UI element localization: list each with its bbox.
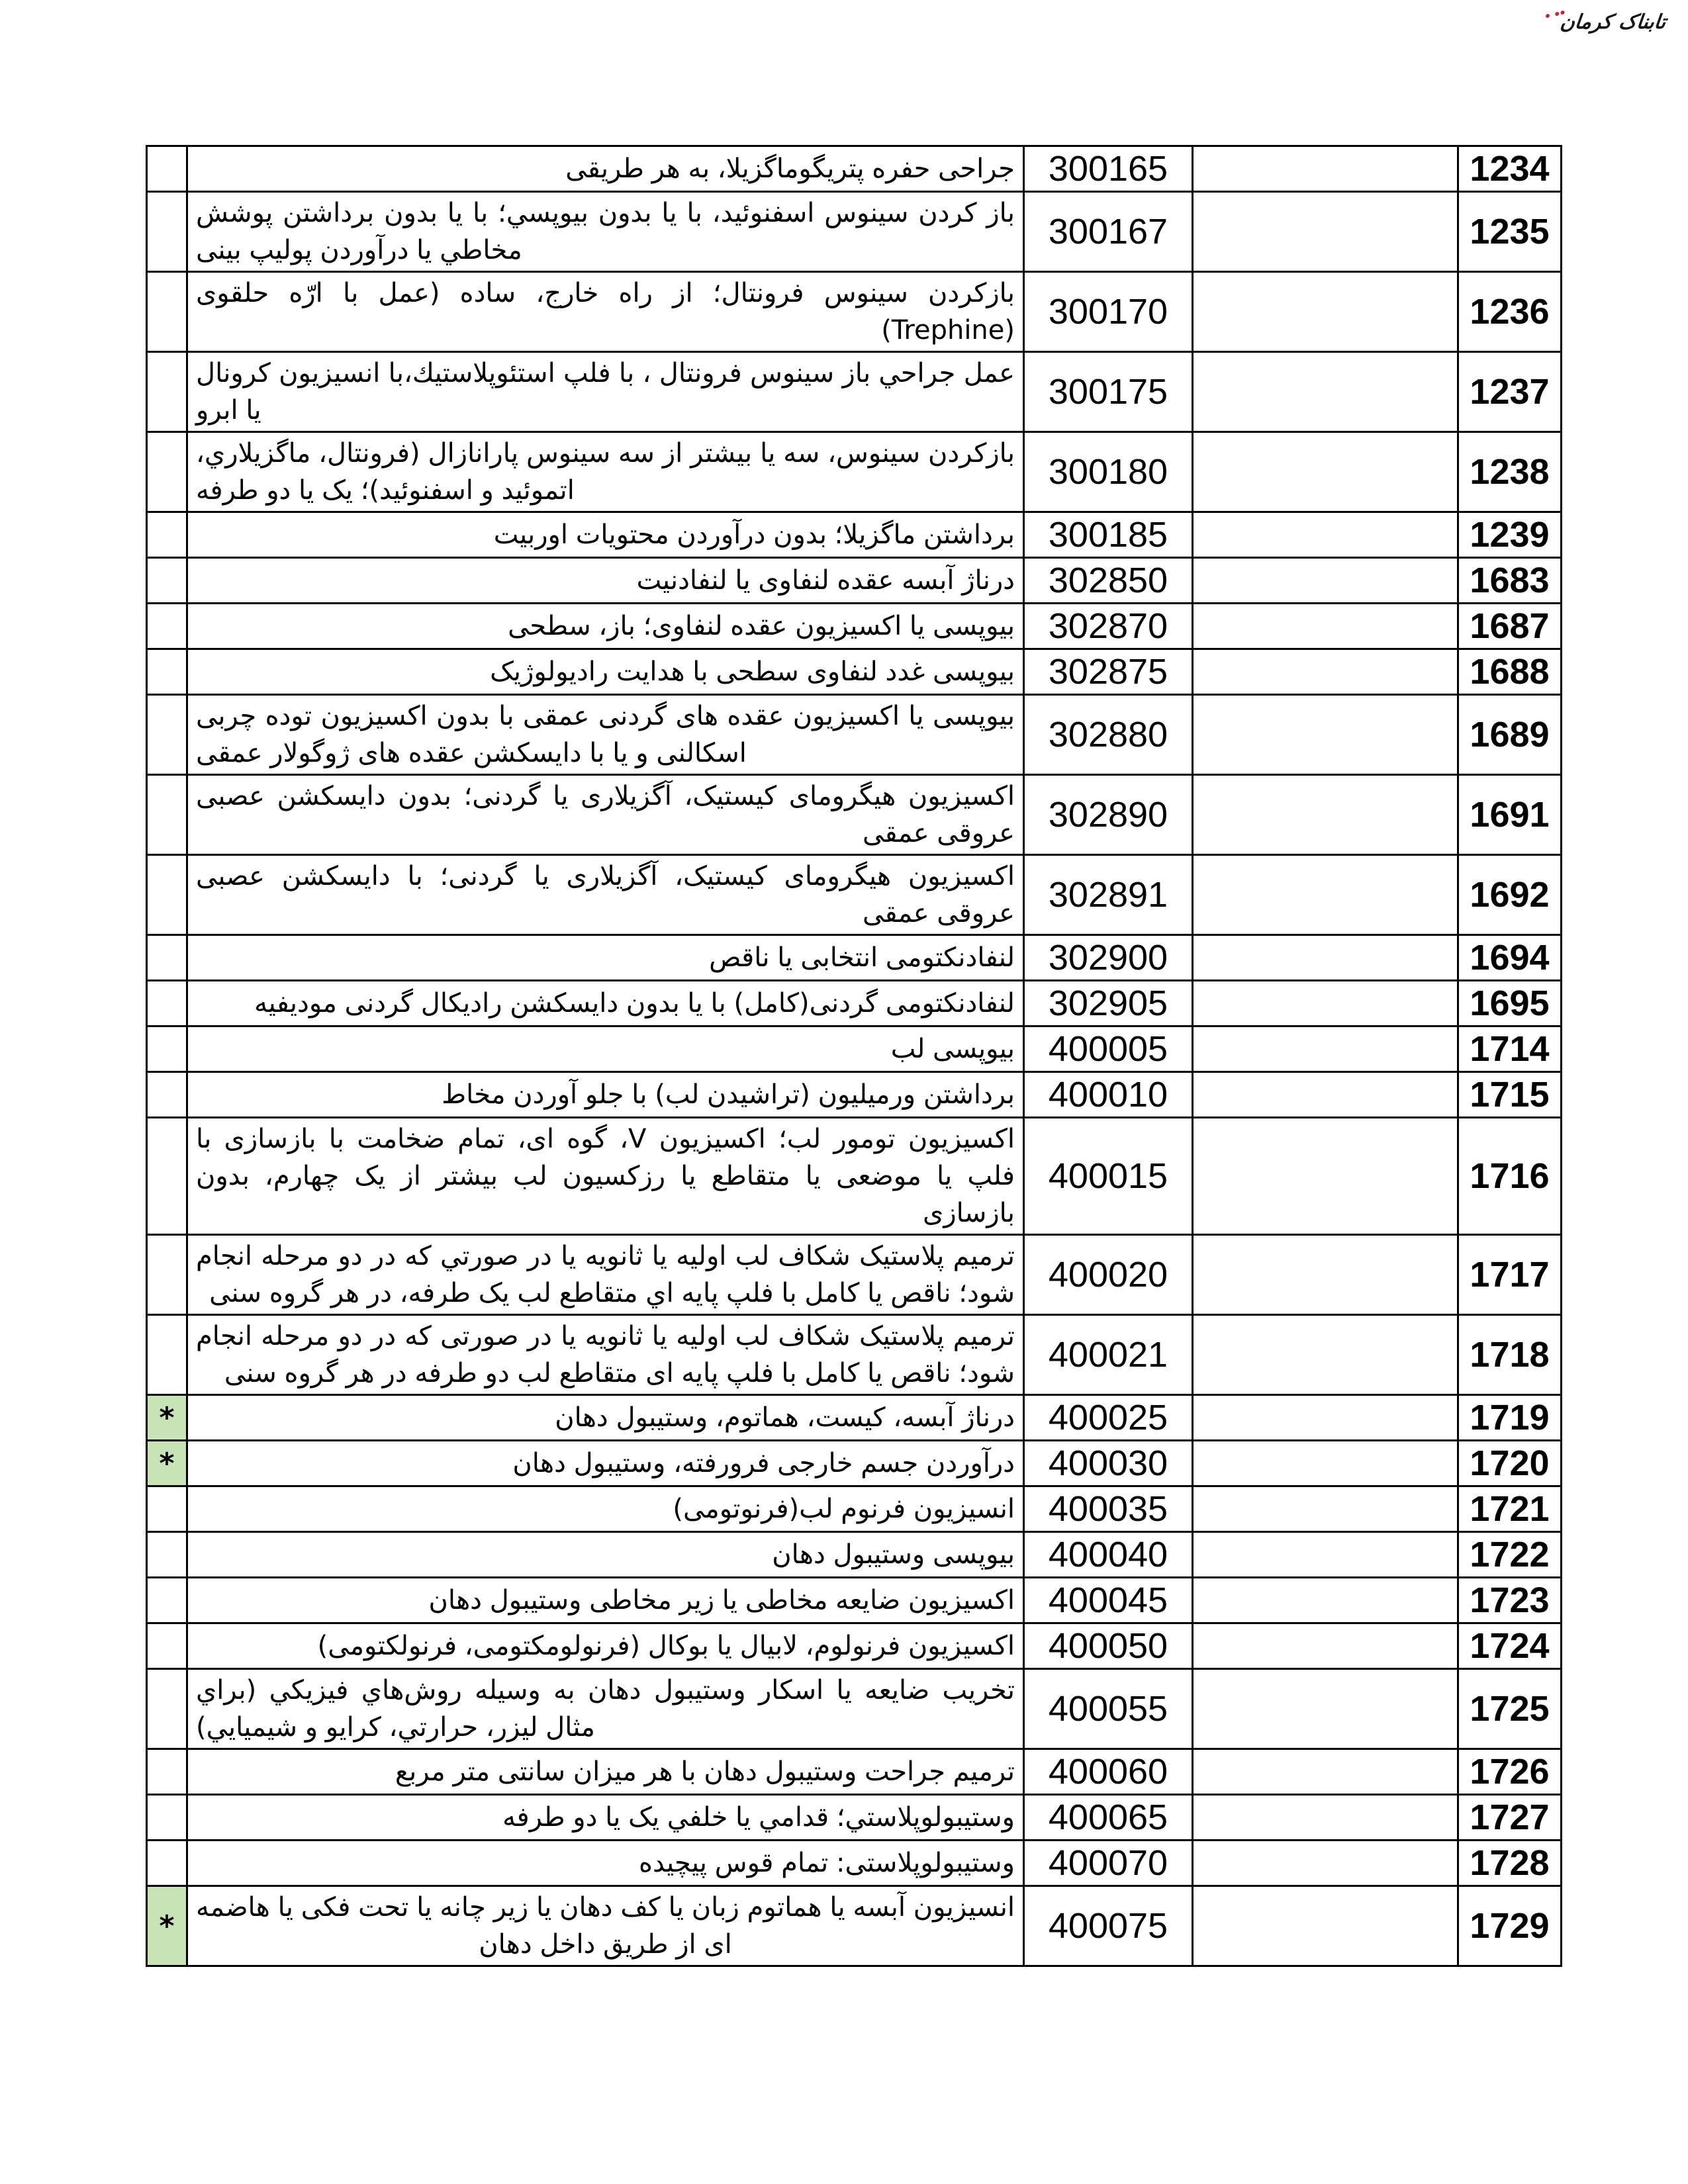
table-row <box>147 935 1562 981</box>
table-row <box>147 558 1562 604</box>
code-cell: 400020 <box>1024 1235 1193 1315</box>
code-cell: 400065 <box>1024 1795 1193 1841</box>
code-cell: 400045 <box>1024 1578 1193 1623</box>
code-cell: 300180 <box>1024 432 1193 512</box>
star-cell-empty <box>147 1841 187 1886</box>
row-number-cell: 1234 <box>1458 146 1562 192</box>
code-cell: 302905 <box>1024 981 1193 1026</box>
blank-cell <box>1193 272 1458 352</box>
code-cell: 400025 <box>1024 1395 1193 1441</box>
description-cell: ترمیم پلاستیک شکاف لب اولیه یا ثانویه یا در صورتي که در دو مرحله انجام شود؛ ناقص یا کامل با فلپ پایه اي متقاطع لب یک طرفه، در هر گروه سنی <box>187 1235 1024 1315</box>
table-row <box>147 1532 1562 1578</box>
row-number-cell: 1235 <box>1458 192 1562 272</box>
row-number-cell: 1687 <box>1458 604 1562 649</box>
code-cell: 300185 <box>1024 512 1193 558</box>
logo-tabnak-kerman <box>1551 11 1667 34</box>
row-number-cell: 1723 <box>1458 1578 1562 1623</box>
star-cell: * <box>147 1441 187 1486</box>
description-cell: بازکردن سینوس فرونتال؛ از راه خارج، ساده (عمل با ارّه حلقوی (Trephine) <box>187 272 1024 352</box>
code-cell: 300165 <box>1024 146 1193 192</box>
description-cell: اکسیزیون هیگرومای کیستیک، آگزیلاری یا گردنی؛ با دایسکشن عصبی عروقی عمقی <box>187 855 1024 935</box>
table-row <box>147 1669 1562 1749</box>
description-cell: بیوپسی یا اکسیزیون عقده لنفاوی؛ باز، سطحی <box>187 604 1024 649</box>
row-number-cell: 1683 <box>1458 558 1562 604</box>
code-cell: 400030 <box>1024 1441 1193 1486</box>
description-cell: درناژ آبسه عقده لنفاوی یا لنفادنیت <box>187 558 1024 604</box>
row-number-cell: 1691 <box>1458 775 1562 855</box>
row-number-cell: 1694 <box>1458 935 1562 981</box>
blank-cell <box>1193 1486 1458 1532</box>
blank-cell <box>1193 352 1458 432</box>
star-cell-empty <box>147 512 187 558</box>
star-cell-empty <box>147 604 187 649</box>
blank-cell <box>1193 1532 1458 1578</box>
star-cell-empty <box>147 775 187 855</box>
blank-cell <box>1193 558 1458 604</box>
table-row <box>147 775 1562 855</box>
description-cell: باز کردن سینوس اسفنوئید، با یا بدون بیوپسي؛ با یا بدون برداشتن پوشش مخاطي یا درآوردن پولیپ بینی <box>187 192 1024 272</box>
star-cell-empty <box>147 1578 187 1623</box>
blank-cell <box>1193 1669 1458 1749</box>
table-row <box>147 352 1562 432</box>
blank-cell <box>1193 1886 1458 1966</box>
table-row <box>147 1026 1562 1072</box>
table-row <box>147 1623 1562 1669</box>
star-cell-empty <box>147 146 187 192</box>
table-row <box>147 1441 1562 1486</box>
star-cell-empty <box>147 432 187 512</box>
blank-cell <box>1193 1578 1458 1623</box>
code-cell: 400060 <box>1024 1749 1193 1795</box>
blank-cell <box>1193 1235 1458 1315</box>
procedure-table-body <box>147 146 1562 1966</box>
description-cell: اکسیزیون ضایعه مخاطی یا زیر مخاطی وستیبول دهان <box>187 1578 1024 1623</box>
description-cell: تخریب ضایعه یا اسکار وستیبول دهان به وسیله روش‌هاي فیزیکي (براي مثال لیزر، حرارتي، کرایو و شیمیایي) <box>187 1669 1024 1749</box>
code-cell: 302875 <box>1024 649 1193 695</box>
table-row <box>147 695 1562 775</box>
table-row <box>147 432 1562 512</box>
blank-cell <box>1193 981 1458 1026</box>
code-cell: 400005 <box>1024 1026 1193 1072</box>
blank-cell <box>1193 512 1458 558</box>
description-cell: برداشتن ورمیلیون (تراشیدن لب) با جلو آوردن مخاط <box>187 1072 1024 1118</box>
row-number-cell: 1721 <box>1458 1486 1562 1532</box>
row-number-cell: 1729 <box>1458 1886 1562 1966</box>
description-cell: عمل جراحي باز سینوس فرونتال ، با فلپ استئوپلاستیك،با انسیزیون کرونال یا ابرو <box>187 352 1024 432</box>
blank-cell <box>1193 695 1458 775</box>
description-cell: وستیبولوپلاستي؛ قدامي یا خلفي یک یا دو طرفه <box>187 1795 1024 1841</box>
logo-red-dots-icon <box>1555 12 1560 16</box>
row-number-cell: 1716 <box>1458 1118 1562 1235</box>
code-cell: 302891 <box>1024 855 1193 935</box>
blank-cell <box>1193 1749 1458 1795</box>
code-cell: 302880 <box>1024 695 1193 775</box>
star-cell-empty <box>147 1669 187 1749</box>
blank-cell <box>1193 1315 1458 1395</box>
blank-cell <box>1193 1795 1458 1841</box>
description-cell: جراحی حفره پتریگوماگزیلا، به هر طریقی <box>187 146 1024 192</box>
table-row <box>147 1395 1562 1441</box>
table-row <box>147 1486 1562 1532</box>
code-cell: 300170 <box>1024 272 1193 352</box>
star-cell-empty <box>147 1315 187 1395</box>
star-cell-empty <box>147 1795 187 1841</box>
description-cell: برداشتن ماگزیلا؛ بدون درآوردن محتویات اوربیت <box>187 512 1024 558</box>
row-number-cell: 1725 <box>1458 1669 1562 1749</box>
blank-cell <box>1193 775 1458 855</box>
description-cell: اکسیزیون فرنولوم، لابیال یا بوکال (فرنولومکتومی، فرنولکتومی) <box>187 1623 1024 1669</box>
procedure-table <box>146 145 1562 1967</box>
code-cell: 400035 <box>1024 1486 1193 1532</box>
star-cell-empty <box>147 1118 187 1235</box>
code-cell: 400070 <box>1024 1841 1193 1886</box>
description-cell: وستیبولوپلاستی: تمام قوس پیچیده <box>187 1841 1024 1886</box>
code-cell: 400021 <box>1024 1315 1193 1395</box>
star-cell-empty <box>147 695 187 775</box>
table-row <box>147 1841 1562 1886</box>
description-cell: لنفادنکتومی گردنی(کامل) با یا بدون دایسکشن رادیکال گردنی مودیفیه <box>187 981 1024 1026</box>
code-cell: 302890 <box>1024 775 1193 855</box>
description-cell: بیوپسی یا اکسیزیون عقده های گردنی عمقی با بدون اکسیزیون توده چربی اسکالنی و یا با دایسکشن عقده های ژوگولار عمقی <box>187 695 1024 775</box>
table-row <box>147 1118 1562 1235</box>
description-cell: ترمیم پلاستیک شکاف لب اولیه یا ثانویه یا در صورتی که در دو مرحله انجام شود؛ ناقص یا کامل با فلپ پایه ای متقاطع لب دو طرفه در هر گروه سنی <box>187 1315 1024 1395</box>
star-cell-empty <box>147 1749 187 1795</box>
code-cell: 400050 <box>1024 1623 1193 1669</box>
blank-cell <box>1193 432 1458 512</box>
row-number-cell: 1719 <box>1458 1395 1562 1441</box>
row-number-cell: 1718 <box>1458 1315 1562 1395</box>
table-row <box>147 981 1562 1026</box>
code-cell: 302850 <box>1024 558 1193 604</box>
star-cell-empty <box>147 935 187 981</box>
description-cell: اکسیزیون هیگرومای کیستیک، آگزیلاری یا گردنی؛ بدون دایسکشن عصبی عروقی عمقی <box>187 775 1024 855</box>
description-cell: بیوپسی وستیبول دهان <box>187 1532 1024 1578</box>
blank-cell <box>1193 604 1458 649</box>
description-cell: اکسیزیون تومور لب؛ اکسیزیون V، گوه ای، تمام ضخامت با بازسازی با فلپ یا موضعی یا متقاطع یا رزکسیون لب بیشتر از یک چهارم، بدون بازسازی <box>187 1118 1024 1235</box>
table-row <box>147 1235 1562 1315</box>
code-cell: 300175 <box>1024 352 1193 432</box>
description-cell: لنفادنکتومی انتخابی یا ناقص <box>187 935 1024 981</box>
description-cell: انسیزیون فرنوم لب(فرنوتومی) <box>187 1486 1024 1532</box>
table-row <box>147 1749 1562 1795</box>
star-cell-empty <box>147 1026 187 1072</box>
row-number-cell: 1724 <box>1458 1623 1562 1669</box>
blank-cell <box>1193 1026 1458 1072</box>
star-cell-empty <box>147 352 187 432</box>
star-cell: * <box>147 1395 187 1441</box>
blank-cell <box>1193 146 1458 192</box>
code-cell: 302900 <box>1024 935 1193 981</box>
blank-cell <box>1193 1441 1458 1486</box>
blank-cell <box>1193 935 1458 981</box>
blank-cell <box>1193 1118 1458 1235</box>
table-row <box>147 1886 1562 1966</box>
blank-cell <box>1193 1841 1458 1886</box>
code-cell: 400075 <box>1024 1886 1193 1966</box>
description-cell: انسیزیون آبسه یا هماتوم زبان یا کف دهان یا زیر چانه یا تحت فکی یا هاضمه ای از طریق داخل دهان <box>187 1886 1024 1966</box>
logo-text: تابناک کرمان <box>1558 11 1667 34</box>
code-cell: 400010 <box>1024 1072 1193 1118</box>
code-cell: 400015 <box>1024 1118 1193 1235</box>
star-cell-empty <box>147 855 187 935</box>
row-number-cell: 1236 <box>1458 272 1562 352</box>
blank-cell <box>1193 192 1458 272</box>
row-number-cell: 1237 <box>1458 352 1562 432</box>
description-cell: درآوردن جسم خارجی فرورفته، وستیبول دهان <box>187 1441 1024 1486</box>
star-cell-empty <box>147 558 187 604</box>
star-cell-empty <box>147 272 187 352</box>
description-cell: بیوپسی لب <box>187 1026 1024 1072</box>
code-cell: 400055 <box>1024 1669 1193 1749</box>
row-number-cell: 1717 <box>1458 1235 1562 1315</box>
table-row <box>147 272 1562 352</box>
code-cell: 300167 <box>1024 192 1193 272</box>
blank-cell <box>1193 1623 1458 1669</box>
table-row <box>147 649 1562 695</box>
blank-cell <box>1193 1072 1458 1118</box>
blank-cell <box>1193 1395 1458 1441</box>
row-number-cell: 1720 <box>1458 1441 1562 1486</box>
row-number-cell: 1238 <box>1458 432 1562 512</box>
description-cell: بازکردن سینوس، سه یا بیشتر از سه سینوس پارانازال (فرونتال، ماگزیلاري، اتموئید و اسفنوئید)؛ یک یا دو طرفه <box>187 432 1024 512</box>
row-number-cell: 1689 <box>1458 695 1562 775</box>
description-cell: درناژ آبسه، کیست، هماتوم، وستیبول دهان <box>187 1395 1024 1441</box>
table-row <box>147 1315 1562 1395</box>
row-number-cell: 1722 <box>1458 1532 1562 1578</box>
table-row <box>147 512 1562 558</box>
description-cell: بیوپسی غدد لنفاوی سطحی با هدایت رادیولوژیک <box>187 649 1024 695</box>
star-cell-empty <box>147 1235 187 1315</box>
row-number-cell: 1239 <box>1458 512 1562 558</box>
blank-cell <box>1193 855 1458 935</box>
row-number-cell: 1692 <box>1458 855 1562 935</box>
table-row <box>147 604 1562 649</box>
star-cell-empty <box>147 1072 187 1118</box>
row-number-cell: 1688 <box>1458 649 1562 695</box>
star-cell-empty <box>147 1532 187 1578</box>
table-row <box>147 855 1562 935</box>
table-row <box>147 146 1562 192</box>
row-number-cell: 1726 <box>1458 1749 1562 1795</box>
blank-cell <box>1193 649 1458 695</box>
row-number-cell: 1695 <box>1458 981 1562 1026</box>
row-number-cell: 1714 <box>1458 1026 1562 1072</box>
table-row <box>147 1072 1562 1118</box>
row-number-cell: 1728 <box>1458 1841 1562 1886</box>
table-row <box>147 1578 1562 1623</box>
code-cell: 400040 <box>1024 1532 1193 1578</box>
table-row <box>147 192 1562 272</box>
star-cell-empty <box>147 192 187 272</box>
star-cell-empty <box>147 1623 187 1669</box>
star-cell-empty <box>147 1486 187 1532</box>
star-cell: * <box>147 1886 187 1966</box>
row-number-cell: 1715 <box>1458 1072 1562 1118</box>
table-row <box>147 1795 1562 1841</box>
star-cell-empty <box>147 649 187 695</box>
code-cell: 302870 <box>1024 604 1193 649</box>
description-cell: ترمیم جراحت وستیبول دهان با هر میزان سانتی متر مربع <box>187 1749 1024 1795</box>
star-cell-empty <box>147 981 187 1026</box>
row-number-cell: 1727 <box>1458 1795 1562 1841</box>
